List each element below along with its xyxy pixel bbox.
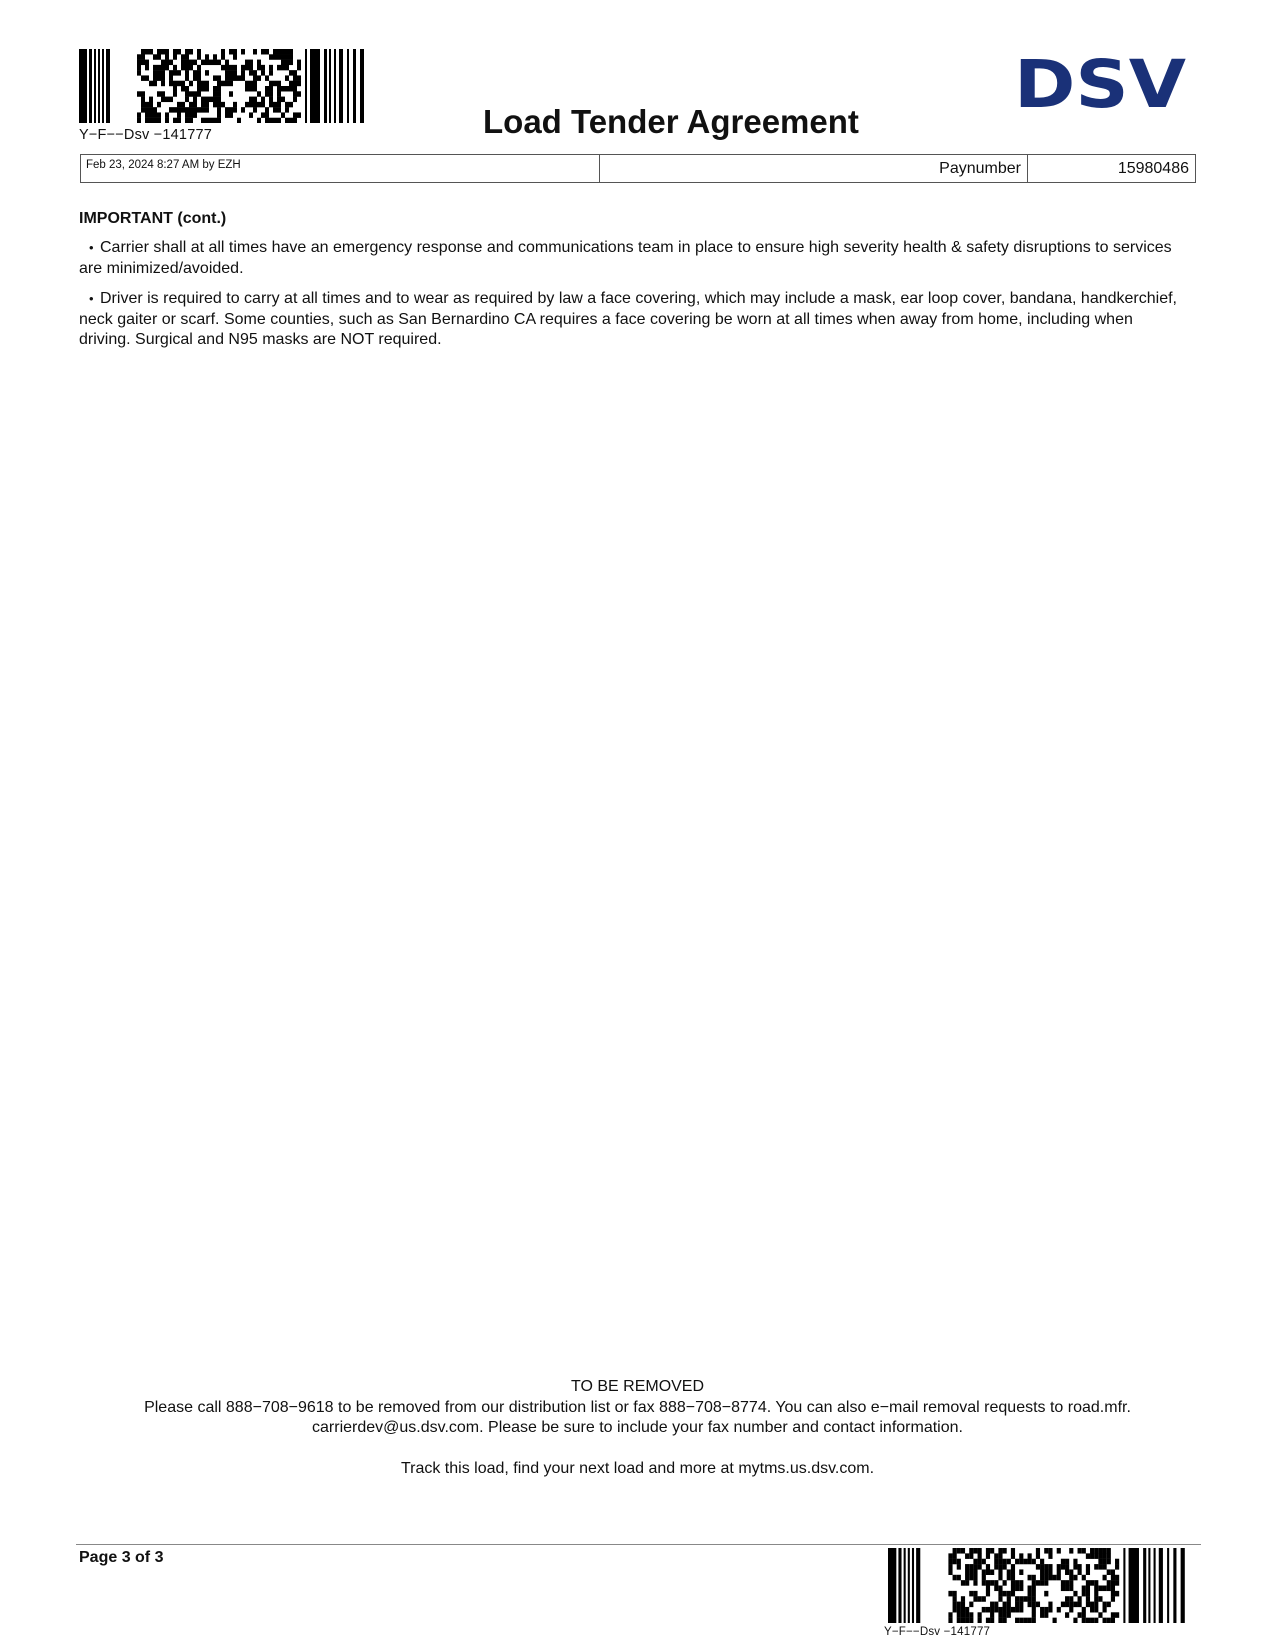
page-number: Page 3 of 3 bbox=[79, 1549, 164, 1566]
dsv-logo bbox=[1012, 55, 1188, 111]
dsv-logo-text: DSV bbox=[1014, 55, 1186, 111]
bullet-icon: • bbox=[89, 240, 94, 255]
important-heading: IMPORTANT (cont.) bbox=[79, 210, 227, 227]
important-item bbox=[79, 238, 1179, 279]
barcode-bottom-image bbox=[888, 1548, 1190, 1623]
removal-heading: TO BE REMOVED bbox=[570, 1378, 705, 1395]
removal-line-2: carrierdev@us.dsv.com. Please be sure to include your fax number and contact information. bbox=[312, 1419, 963, 1436]
bullet-icon: • bbox=[89, 291, 94, 306]
barcode-top-caption: Y−F−−Dsv −141777 bbox=[79, 127, 212, 143]
paynumber-value: 15980486 bbox=[1117, 159, 1189, 177]
important-item-text: Carrier shall at all times have an emergency response and communications team in place to ensure high severity health & safety disruptions to services are minimized/avoided. bbox=[79, 239, 1172, 277]
footer-divider bbox=[76, 1544, 1201, 1545]
removal-notice bbox=[100, 1377, 1175, 1480]
barcode-top-image bbox=[79, 49, 369, 123]
important-item-text: Driver is required to carry at all times and to wear as required by law a face covering, which may include a mask, ear loop cover, bandana, handkerchief, neck gaiter or scarf. Some counties, such as San Bernardino CA requires a face covering be worn at all times when away from home, including when driving. Surgical and N95 masks are NOT required. bbox=[79, 290, 1177, 348]
track-load-text: Track this load, find your next load and more at mytms.us.dsv.com. bbox=[400, 1460, 875, 1477]
document-title: Load Tender Agreement bbox=[483, 103, 859, 140]
paynumber-label: Paynumber bbox=[600, 155, 1028, 182]
info-table bbox=[80, 154, 1196, 183]
important-list bbox=[79, 238, 1179, 361]
removal-line-1: Please call 888−708−9618 to be removed from our distribution list or fax 888−708−8774. You can also e−mail removal requests to road.mfr. bbox=[144, 1398, 1131, 1416]
important-item bbox=[79, 289, 1179, 351]
generated-timestamp: Feb 23, 2024 8:27 AM by EZH bbox=[81, 155, 600, 182]
barcode-bottom-caption: Y−F−−Dsv −141777 bbox=[884, 1626, 991, 1638]
